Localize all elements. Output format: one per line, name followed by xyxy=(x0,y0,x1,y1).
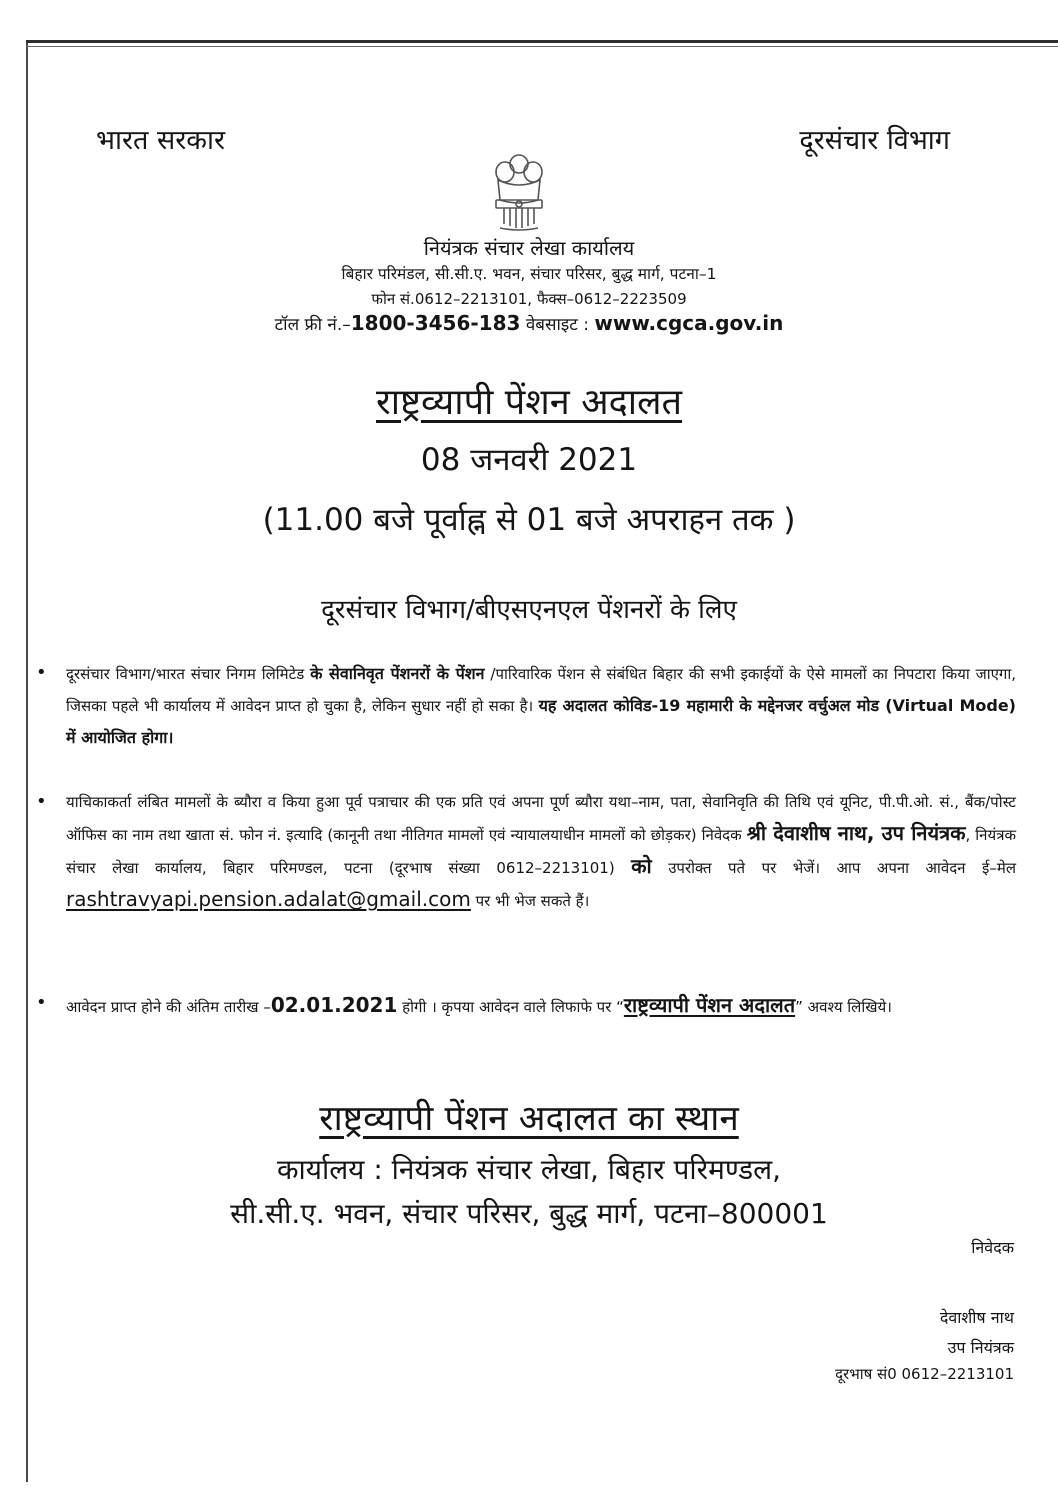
p2-text-d: को xyxy=(631,854,652,878)
p2-text-f: पर भी भेज सकते हैं। xyxy=(470,892,590,910)
p1-text-a: दूरसंचार विभाग/भारत संचार निगम लिमिटेड xyxy=(66,665,311,683)
office-tollfree-website xyxy=(0,311,1058,335)
signature-designation: उप नियंत्रक xyxy=(947,1338,1014,1357)
office-phone-fax: फोन सं.0612–2213101, फैक्स–0612–2223509 xyxy=(371,290,687,308)
point-deadline xyxy=(66,988,1016,1024)
scan-edge-top xyxy=(26,40,1058,43)
office-name: नियंत्रक संचार लेखा कार्यालय xyxy=(423,236,635,260)
signature-name: देवाशीष नाथ xyxy=(939,1308,1014,1327)
p1-text-b: के सेवानिवृत पेंशनरों के पेंशन xyxy=(310,664,485,683)
office-address: बिहार परिमंडल, सी.सी.ए. भवन, संचार परिसर, बुद्ध मार्ग, पटना–1 xyxy=(341,265,717,283)
bullet-3: • xyxy=(36,992,47,1013)
signature-label: निवेदक xyxy=(971,1238,1014,1257)
point-application xyxy=(66,787,1016,917)
website-label: वेबसाइट : xyxy=(525,315,595,335)
p2-text-a: याचिकाकर्ता लंबित मामलों के ब्यौरा व किया हुआ पूर्व पत्राचार की एक प्रति एवं अपना पूर्ण ब्यौरा यथा–नाम, पता, सेवानिवृति की तिथि एवं यूनिट, पी.पी.ओ. सं., बैंक/पोस्ट ऑफिस का नाम तथा खाता सं. फोन नं. इत्यादि (कानूनी तथा नीतिगत मामलों एवं न्यायालयाधीन मामलों को छोड़कर) निवेदक xyxy=(66,793,1016,844)
point-scope xyxy=(66,658,1016,754)
p1-text-d: से संबंधित बिहार की सभी इकाईयों के ऐसे मामलों का निपटारा किया जाएगा, जिसका पहले भी कार्यालय में आवेदन प्राप्त हो चुका है, लेकिन सुधार नहीं हो सका है। xyxy=(66,665,1016,715)
tollfree-label: टॉल फ्री नं.– xyxy=(274,315,351,335)
venue-line-1: कार्यालय : नियंत्रक संचार लेखा, बिहार परिमण्डल, xyxy=(276,1153,782,1186)
email-link[interactable]: rashtravyapi.pension.adalat@gmail.com xyxy=(66,887,471,911)
scan-edge-top-line xyxy=(26,46,1058,47)
event-date: 08 जनवरी 2021 xyxy=(420,442,638,478)
venue-line-2: सी.सी.ए. भवन, संचार परिसर, बुद्ध मार्ग, पटना–800001 xyxy=(230,1197,828,1230)
website-link[interactable]: www.cgca.gov.in xyxy=(594,311,784,335)
p2-text-c: , नियंत्रक संचार लेखा कार्यालय, बिहार परिमण्डल, पटना (दूरभाष संख्या 0612–2213101) xyxy=(66,826,1016,877)
event-time: (11.00 बजे पूर्वाह्न से 01 बजे अपराहन तक ) xyxy=(262,502,796,538)
header-department: दूरसंचार विभाग xyxy=(799,125,950,156)
p3-text-a: आवेदन प्राप्त होने की अंतिम तारीख – xyxy=(66,998,271,1016)
bullet-1: • xyxy=(36,662,47,683)
p1-virtual-mode-note: यह अदालत कोविड-19 महामारी के मद्देनजर वर्चुअल मोड (Virtual Mode) में आयोजित होगा। xyxy=(66,696,1016,747)
event-title: राष्ट्रव्यापी पेंशन अदालत xyxy=(375,382,683,423)
bullet-2: • xyxy=(36,791,47,812)
signature-phone: दूरभाष सं0 0612–2213101 xyxy=(835,1365,1014,1383)
national-emblem-icon xyxy=(484,150,554,232)
p1-text-c: /पारिवारिक पेंशन xyxy=(484,665,585,683)
p2-text-e: उपरोक्त पते पर भेजें। आप अपना आवेदन ई–मेल xyxy=(651,859,1016,877)
p3-text-b: होगी । कृपया आवेदन वाले लिफाफे पर “ xyxy=(397,998,624,1016)
venue-title: राष्ट्रव्यापी पेंशन अदालत का स्थान xyxy=(319,1099,739,1139)
header-govt-of-india: भारत सरकार xyxy=(96,125,226,156)
tollfree-number: 1800-3456-183 xyxy=(350,311,521,335)
envelope-label: राष्ट्रव्यापी पेंशन अदालत xyxy=(623,993,796,1017)
p2-officer-name: श्री देवाशीष नाथ, उप नियंत्रक xyxy=(746,821,966,845)
deadline-date: 02.01.2021 xyxy=(270,993,398,1017)
event-audience: दूरसंचार विभाग/बीएसएनएल पेंशनरों के लिए xyxy=(321,595,737,625)
p3-text-d: ” अवश्य लिखिये। xyxy=(795,998,892,1016)
